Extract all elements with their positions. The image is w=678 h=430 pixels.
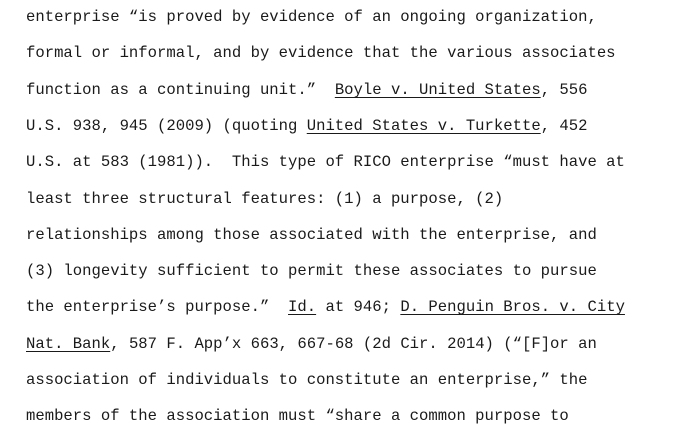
text-segment: U.S. 938, 945 (2009) (quoting (26, 117, 307, 135)
text-segment: least three structural features: (1) a purpose, (2) (26, 190, 504, 208)
text-segment: formal or informal, and by evidence that the various associates (26, 44, 616, 62)
text-segment: members of the association must “share a common purpose to (26, 407, 569, 425)
citation-case-name: Nat. Bank (26, 335, 111, 353)
citation-case-name: Boyle v. United States (334, 81, 541, 99)
text-line-11 (26, 370, 587, 390)
text-segment: function as a continuing unit.” (26, 81, 335, 99)
text-line-7 (26, 225, 597, 245)
text-line-4 (26, 116, 587, 136)
text-segment: , 587 F. App’x 663, 667-68 (2d Cir. 2014) (“[F]or an (110, 335, 597, 353)
text-segment: , 452 (540, 117, 588, 135)
text-segment: at 946; (316, 298, 401, 316)
citation-case-name: United States v. Turkette (306, 117, 541, 135)
citation-case-name: D. Penguin Bros. v. City (400, 298, 625, 316)
text-segment: (3) longevity sufficient to permit these associates to pursue (26, 262, 597, 280)
text-line-3 (26, 80, 587, 100)
citation-case-name: Id. (288, 298, 317, 316)
text-segment: , 556 (540, 81, 588, 99)
text-segment: U.S. at 583 (1981)). This type of RICO enterprise “must have at (26, 153, 625, 171)
text-segment: relationships among those associated with the enterprise, and (26, 226, 597, 244)
text-line-9 (26, 297, 625, 317)
text-line-12 (26, 406, 569, 426)
text-segment: association of individuals to constitute an enterprise,” the (26, 371, 588, 389)
text-line-10 (26, 334, 597, 354)
text-line-6 (26, 189, 503, 209)
text-line-2 (26, 43, 616, 63)
text-line-1 (26, 7, 597, 27)
text-line-5 (26, 152, 625, 172)
text-segment: enterprise “is proved by evidence of an ongoing organization, (26, 8, 597, 26)
text-line-8 (26, 261, 597, 281)
text-segment: the enterprise’s purpose.” (26, 298, 289, 316)
